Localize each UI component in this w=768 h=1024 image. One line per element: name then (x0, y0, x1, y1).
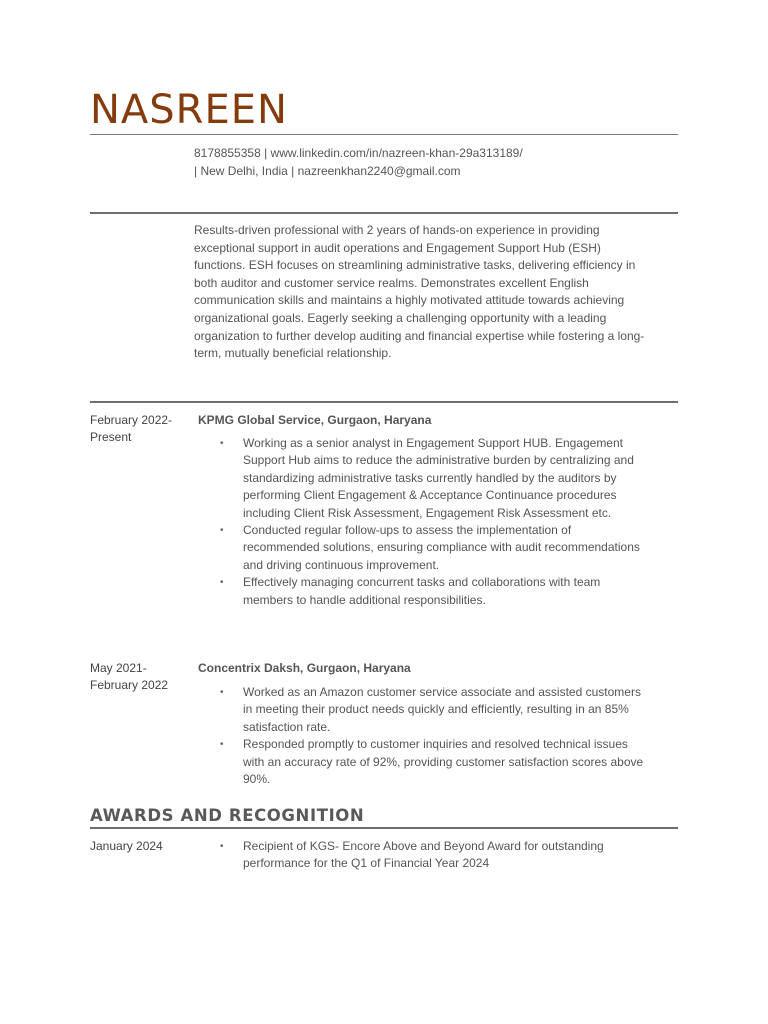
job-date-end: February 2022 (90, 678, 169, 692)
section-title-awards: AWARDS AND RECOGNITION (90, 806, 365, 825)
job-date-start: May 2021- (90, 661, 147, 675)
award-date: January 2024 (90, 839, 163, 853)
header-divider (90, 134, 678, 135)
candidate-name: NASREEN (90, 87, 288, 133)
list-item: • Recipient of KGS- Encore Above and Beyond Award for outstanding performance for the Q1 of Financial Year 2024 (220, 839, 604, 871)
bullet-icon: • (220, 577, 224, 589)
bullet-icon: • (220, 438, 224, 449)
bullet-icon: • (220, 525, 224, 537)
list-item: • Effectively managing concurrent tasks and collaborations with team members to handle additional responsibilities. (220, 575, 601, 607)
bullet-icon: • (220, 739, 224, 751)
job-dates (90, 660, 190, 694)
job-date-start: February 2022- (90, 413, 173, 427)
job-organization: Concentrix Daksh, Gurgaon, Haryana (198, 661, 411, 675)
job-date-end: Present (90, 430, 132, 444)
list-item: • Worked as an Amazon customer service associate and assisted customers in meeting their product needs quickly and efficiently, resulting in an 85% satisfaction rate. (220, 685, 641, 734)
awards-divider (90, 827, 678, 829)
list-item: • Conducted regular follow-ups to assess the implementation of recommended solutions, ensuring compliance with audit recommendations and driving continuous improvement. (220, 523, 640, 572)
job-organization: KPMG Global Service, Gurgaon, Haryana (198, 413, 432, 427)
professional-summary: Results-driven professional with 2 years of hands-on experience in providing exceptional support in audit operations and Engagement Support Hub (ESH) functions. ESH focuses on streamlining administrative tasks, delivering efficiency in both auditor and customer service realms. Demonstrates excellent English communication skills and maintains a highly motivated attitude towards achieving organizational goals. Eagerly seeking a challenging opportunity with a leading organization to further develop auditing and financial expertise while fostering a long-term, mutually beneficial relationship. (194, 223, 645, 361)
award-bullet-list (220, 838, 650, 873)
experience-divider (90, 401, 678, 403)
bullet-icon: • (220, 687, 224, 698)
list-item: • Responded promptly to customer inquiries and resolved technical issues with an accuracy rate of 92%, providing customer satisfaction scores above 90%. (220, 737, 644, 787)
contact-info (194, 144, 523, 180)
summary-divider (90, 212, 678, 214)
contact-line-2: | New Delhi, India | nazreenkhan2240@gmail.com (194, 164, 461, 178)
job-dates (90, 412, 190, 446)
job-bullet-list (220, 435, 650, 609)
bullet-icon: • (220, 841, 224, 852)
contact-line-1: 8178855358 | www.linkedin.com/in/nazreen-khan-29a313189/ (194, 146, 523, 160)
job-bullet-list (220, 684, 650, 788)
list-item: • Working as a senior analyst in Engagement Support HUB. Engagement Support Hub aims to reduce the administrative burden by centralizing and standardizing administrative tasks currently handled by the auditors by performing Client Engagement & Acceptance Continuance procedures including Client Risk Assessment, Engagement Risk Assessment etc. (220, 436, 634, 520)
